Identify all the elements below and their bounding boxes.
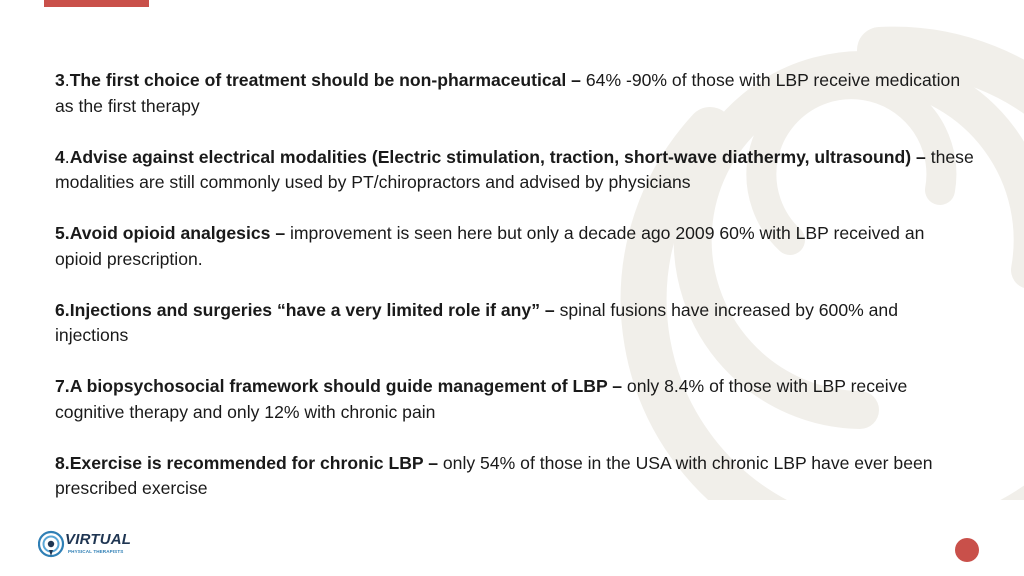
list-item (55, 451, 975, 502)
item-separator: . (64, 70, 70, 90)
list-item (55, 68, 975, 119)
list-item (55, 374, 975, 425)
logo-wordmark: VIRTUAL (65, 531, 132, 548)
item-body: spinal fusions have increased by 600% and injections (55, 299, 898, 345)
list-item (55, 145, 975, 196)
item-separator: . (64, 299, 70, 320)
item-body: only 54% of those in the USA with chronic LBP have ever been prescribed exercise (55, 452, 933, 498)
item-heading: Advise against electrical modalities (Electric stimulation, traction, short-wave diathermy, ultrasound) – (69, 146, 926, 167)
item-separator: . (64, 452, 70, 473)
item-number: 5 (55, 223, 65, 243)
item-heading: Exercise is recommended for chronic LBP – (69, 452, 438, 473)
item-body: these modalities are still commonly used by PT/chiropractors and advised by physicians (55, 146, 974, 192)
list-item (55, 221, 975, 272)
slide-marker-dot (955, 538, 979, 562)
item-heading: The first choice of treatment should be non-pharmaceutical – (69, 70, 581, 90)
item-number: 6 (55, 299, 65, 320)
item-number: 8 (55, 452, 65, 473)
item-body: only 8.4% of those with LBP receive cognitive therapy and only 12% with chronic pain (55, 376, 908, 422)
item-body: 64% -90% of those with LBP receive medication as the first therapy (55, 70, 961, 116)
item-heading: A biopsychosocial framework should guide management of LBP – (69, 376, 623, 396)
item-separator: . (64, 376, 70, 396)
item-number: 3 (55, 70, 65, 90)
virtual-pt-logo-icon (38, 528, 66, 558)
item-heading: Avoid opioid analgesics – (69, 223, 286, 243)
item-separator: . (64, 223, 70, 243)
virtual-physical-therapists-logo (38, 528, 138, 558)
item-number: 4 (55, 146, 65, 167)
top-accent-bar (44, 0, 149, 7)
item-heading: Injections and surgeries “have a very limited role if any” – (69, 299, 555, 320)
slide-content (55, 68, 975, 527)
list-item (55, 298, 975, 349)
item-separator: . (64, 146, 70, 167)
item-body: improvement is seen here but only a decade ago 2009 60% with LBP received an opioid prescription. (55, 223, 925, 269)
item-number: 7 (55, 376, 65, 396)
logo-tagline: PHYSICAL THERAPISTS (68, 549, 124, 554)
